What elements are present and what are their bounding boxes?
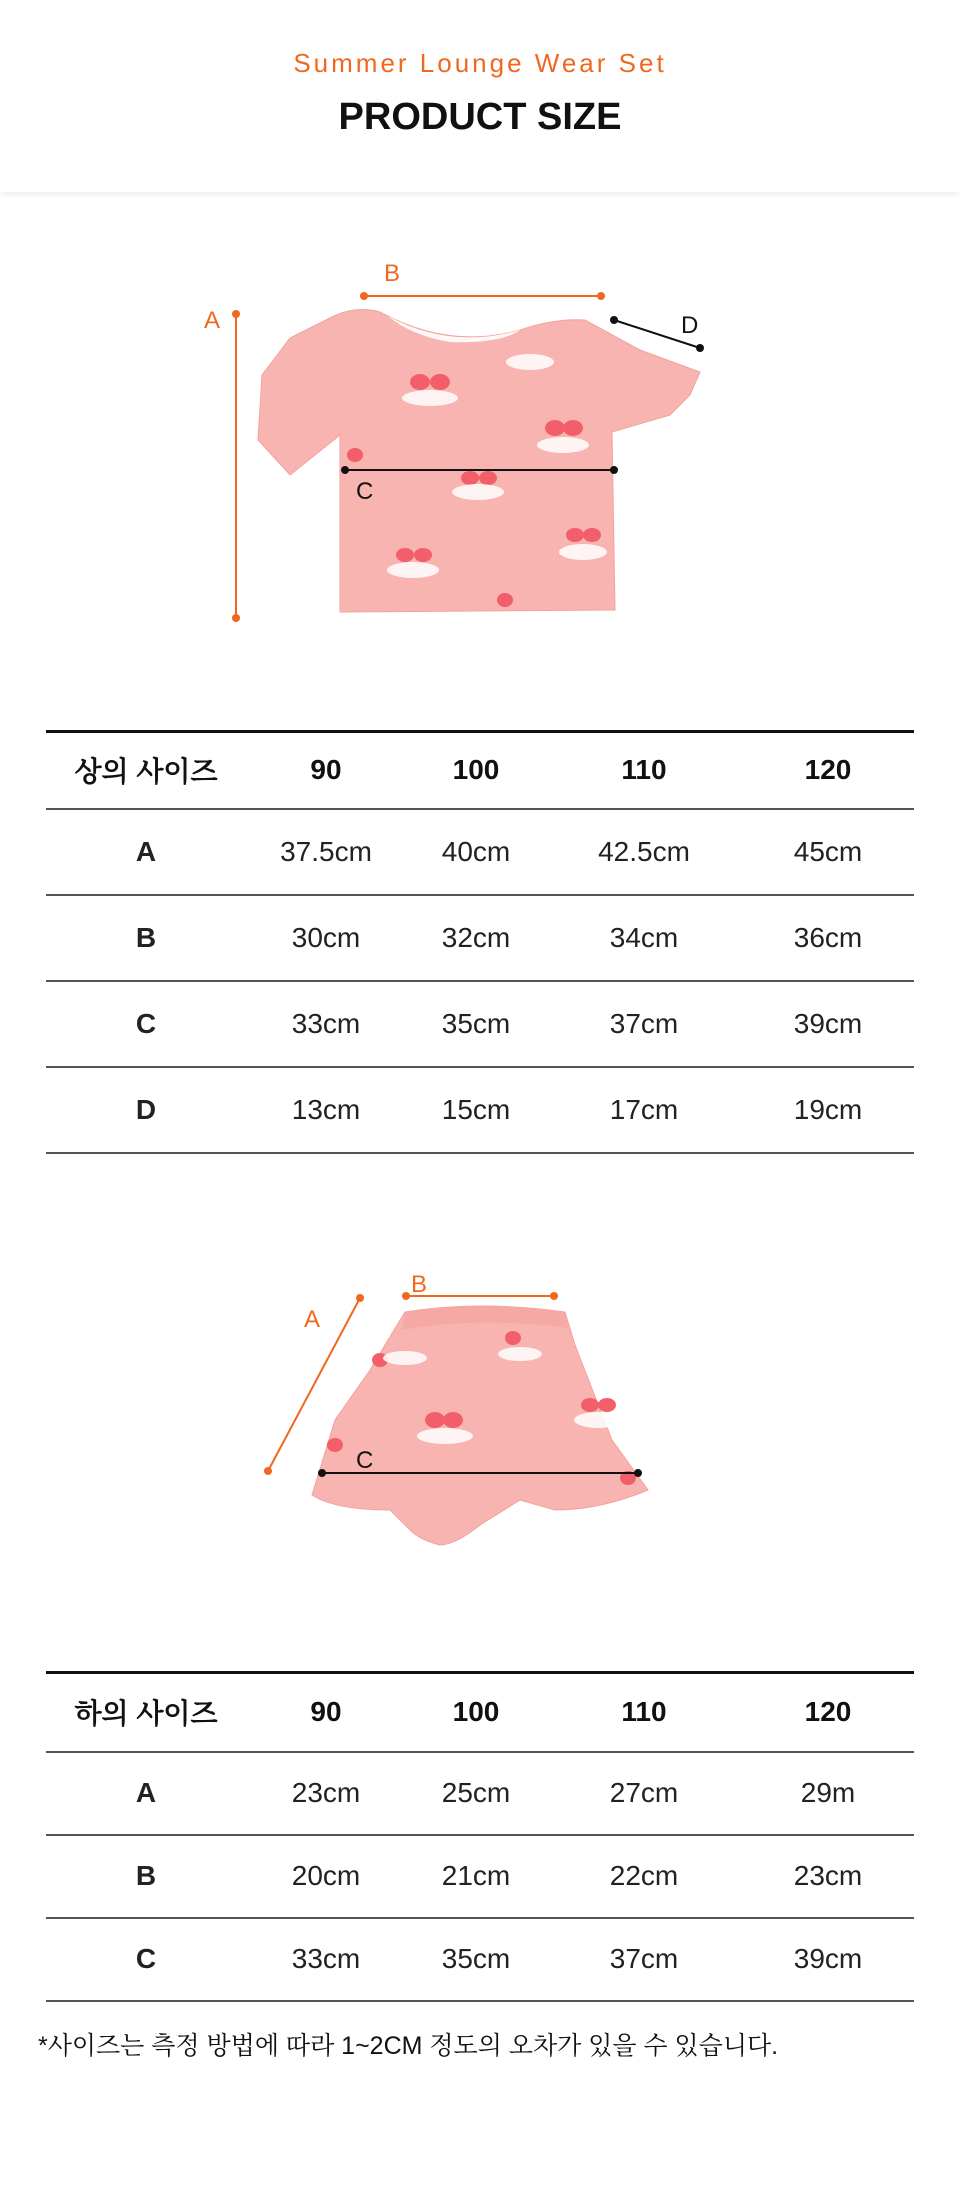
row-label: C xyxy=(135,1007,157,1039)
label-b: B xyxy=(384,260,401,287)
header-size-label: 상의 사이즈 xyxy=(74,756,218,788)
shorts-diagram xyxy=(0,1255,960,1565)
label-b: B xyxy=(411,1271,428,1298)
table-row xyxy=(46,1835,914,1918)
table-cell: 35cm xyxy=(441,1007,511,1039)
label-a: A xyxy=(204,307,221,334)
table-cell: 13cm xyxy=(291,1093,361,1125)
size-disclaimer-note: *사이즈는 측정 방법에 따라 1~2CM 정도의 오차가 있을 수 있습니다. xyxy=(38,2032,779,2060)
header-size-120: 120 xyxy=(804,1696,852,1728)
label-c: C xyxy=(356,478,374,505)
row-label: B xyxy=(135,921,157,953)
header-size-100: 100 xyxy=(452,754,500,786)
table-cell: 40cm xyxy=(441,835,511,867)
header-size-90: 90 xyxy=(310,1696,342,1728)
label-a: A xyxy=(304,1306,321,1333)
header-size-100: 100 xyxy=(452,1696,500,1728)
top-garment-diagram xyxy=(0,250,960,630)
product-subtitle: Summer Lounge Wear Set xyxy=(293,48,667,78)
table-row xyxy=(46,1918,914,2001)
top-size-table xyxy=(46,730,914,1154)
table-cell: 36cm xyxy=(793,921,863,953)
label-c: C xyxy=(356,1447,374,1474)
table-cell: 15cm xyxy=(441,1093,511,1125)
table-cell: 20cm xyxy=(291,1860,361,1891)
table-cell: 21cm xyxy=(441,1860,511,1891)
page-title: PRODUCT SIZE xyxy=(338,96,622,138)
tshirt-shape xyxy=(258,310,700,612)
table-cell: 45cm xyxy=(793,835,863,867)
page-header xyxy=(0,0,960,192)
table-cell: 35cm xyxy=(441,1943,511,1974)
table-cell: 33cm xyxy=(291,1007,361,1039)
table-row xyxy=(46,895,914,981)
table-cell: 37cm xyxy=(609,1007,679,1039)
header-size-label: 하의 사이즈 xyxy=(74,1698,218,1730)
table-header-row xyxy=(46,732,914,809)
row-label: A xyxy=(135,1777,157,1808)
header-size-90: 90 xyxy=(310,754,342,786)
table-cell: 37.5cm xyxy=(280,835,372,867)
label-d: D xyxy=(681,312,699,339)
table-cell: 27cm xyxy=(609,1777,679,1808)
table-cell: 25cm xyxy=(441,1777,511,1808)
table-cell: 39cm xyxy=(793,1943,863,1974)
table-cell: 23cm xyxy=(291,1777,361,1808)
header-size-110: 110 xyxy=(621,1696,667,1728)
table-cell: 30cm xyxy=(291,921,361,953)
row-label: A xyxy=(135,835,157,867)
table-cell: 23cm xyxy=(793,1860,863,1891)
row-label: B xyxy=(135,1860,157,1891)
table-cell: 32cm xyxy=(441,921,511,953)
table-row xyxy=(46,981,914,1067)
table-row xyxy=(46,1752,914,1835)
table-cell: 34cm xyxy=(609,921,679,953)
header-size-120: 120 xyxy=(804,754,852,786)
table-row xyxy=(46,809,914,895)
row-label: D xyxy=(135,1093,157,1125)
table-header-row xyxy=(46,1673,914,1752)
bottom-size-table xyxy=(46,1671,914,2002)
table-cell: 29m xyxy=(800,1777,856,1808)
table-cell: 33cm xyxy=(291,1943,361,1974)
table-cell: 37cm xyxy=(609,1943,679,1974)
header-size-110: 110 xyxy=(621,754,667,786)
table-cell: 17cm xyxy=(609,1093,679,1125)
row-label: C xyxy=(135,1943,157,1974)
table-cell: 42.5cm xyxy=(598,835,690,867)
table-cell: 39cm xyxy=(793,1007,863,1039)
table-cell: 19cm xyxy=(793,1093,863,1125)
table-cell: 22cm xyxy=(609,1860,679,1891)
table-row xyxy=(46,1067,914,1153)
